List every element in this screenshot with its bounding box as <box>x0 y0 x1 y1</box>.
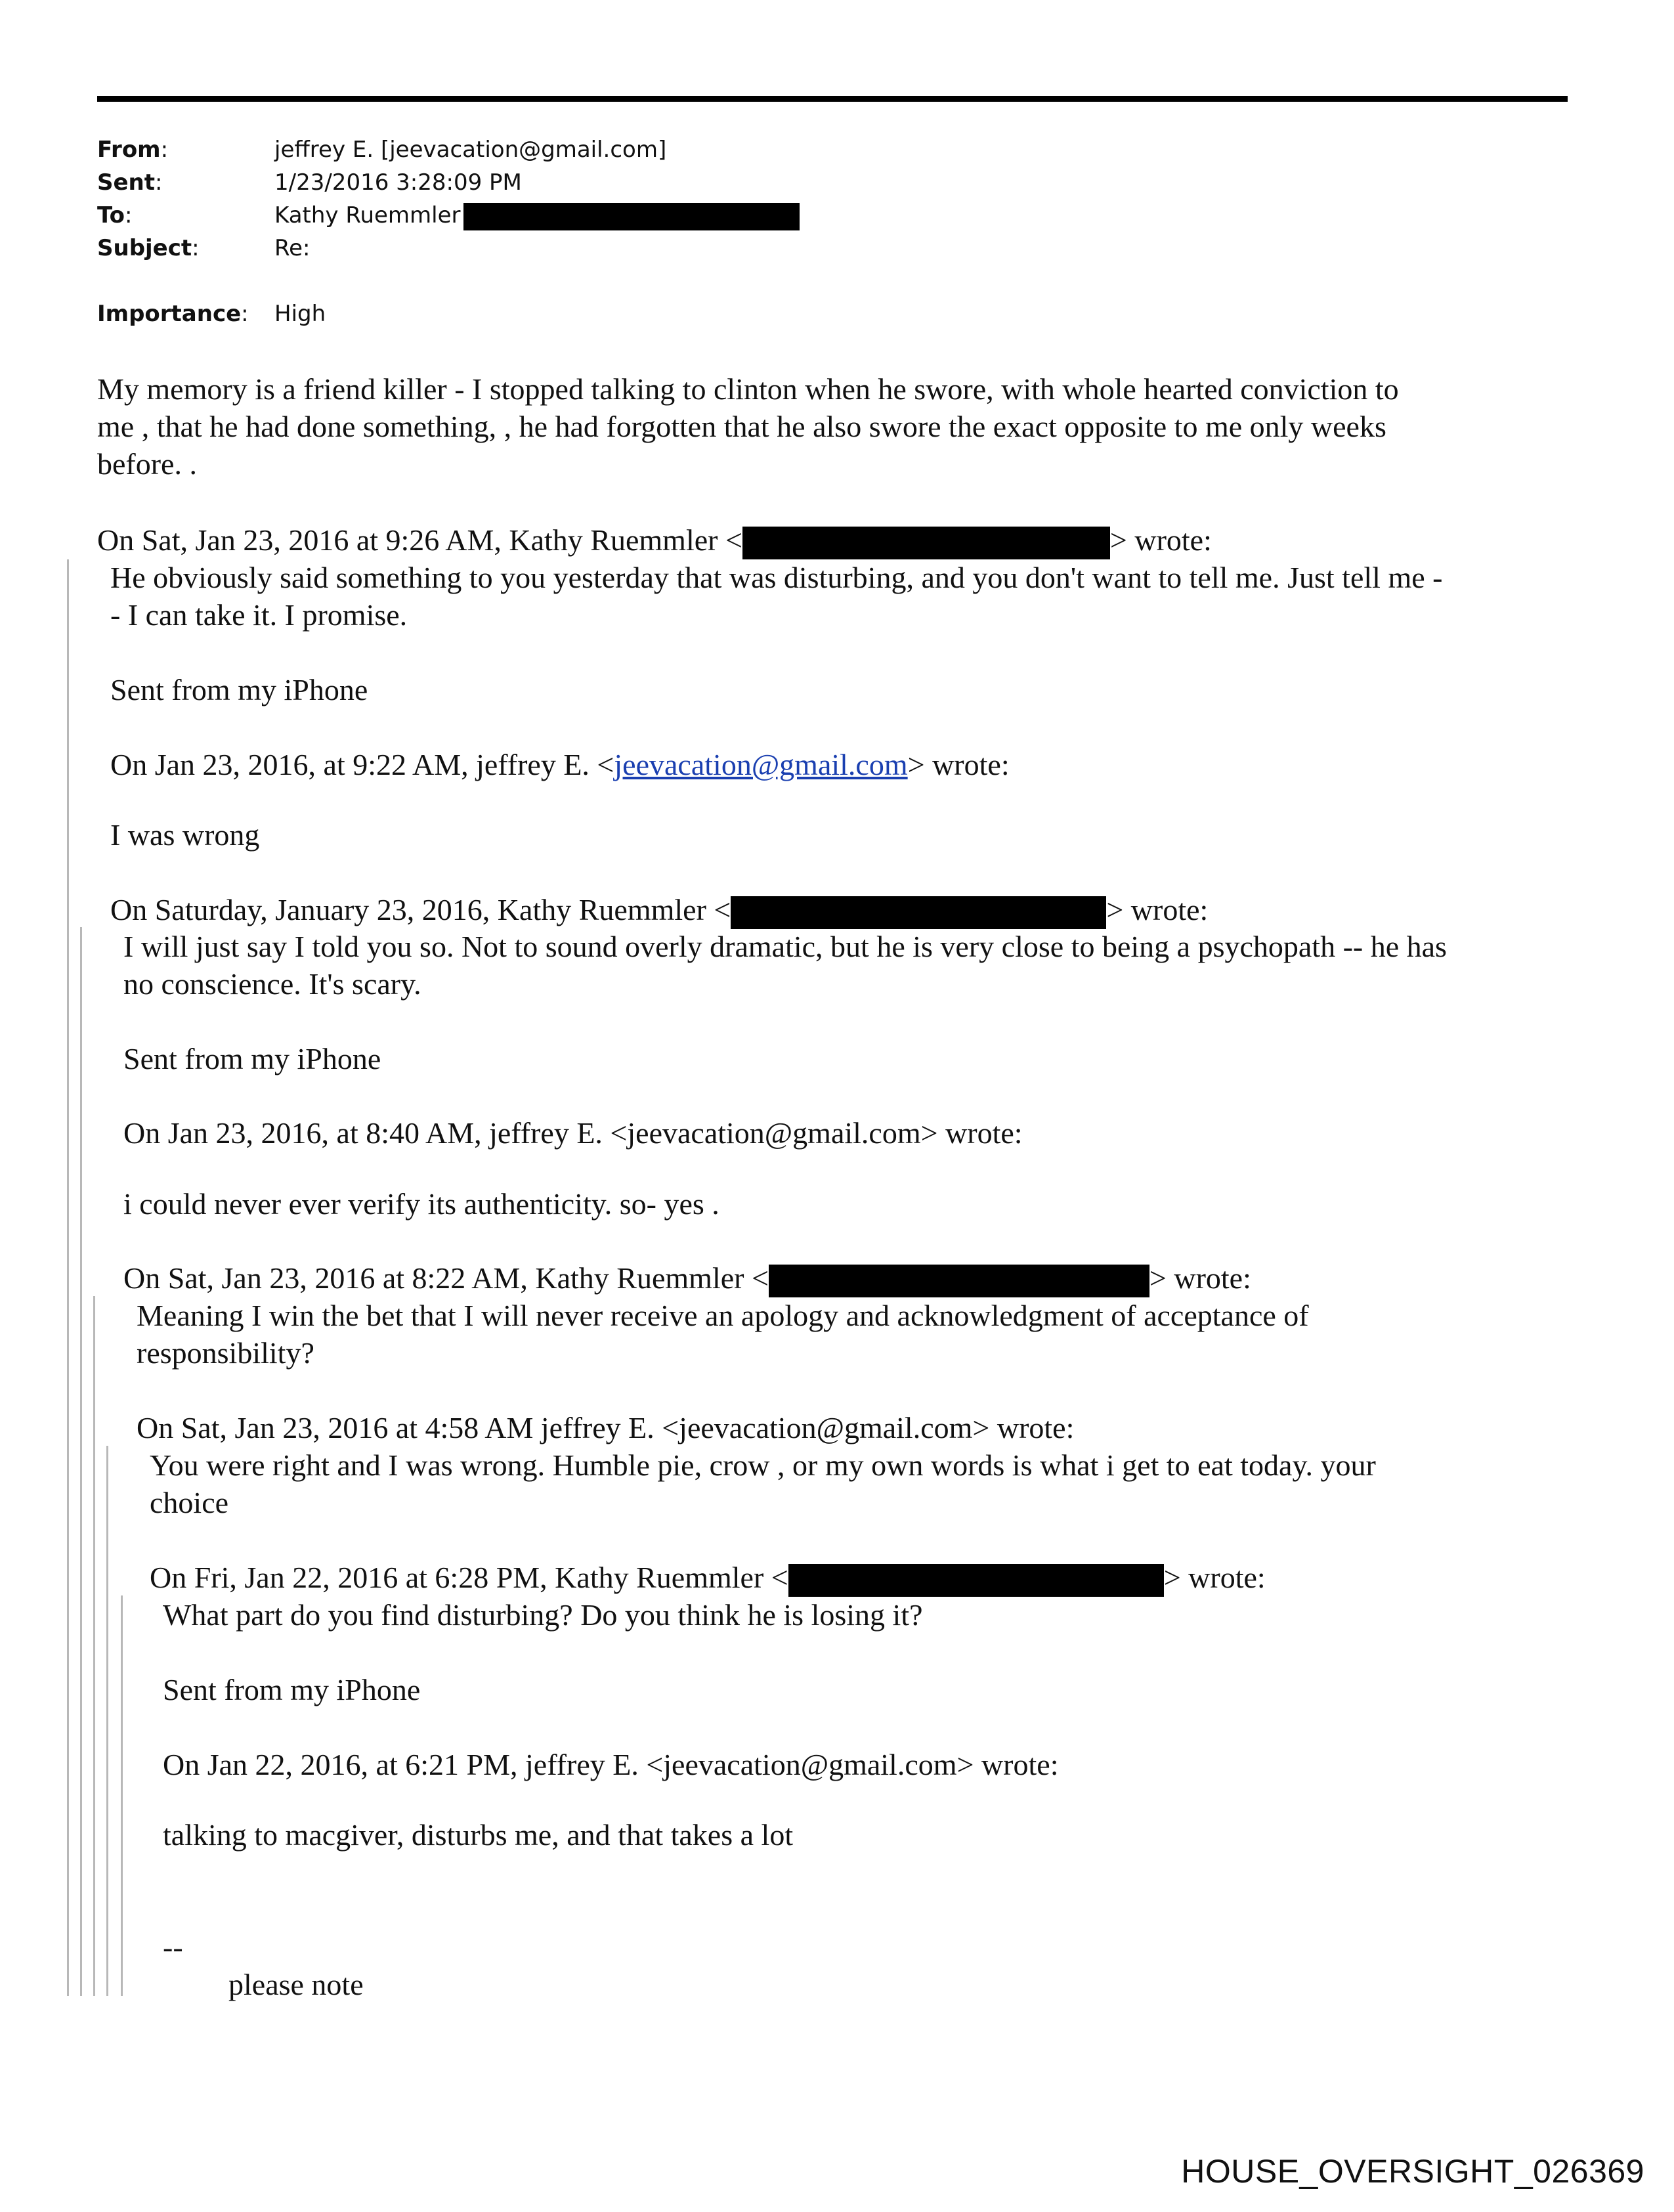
quote-bar <box>93 1296 95 1996</box>
quote-attribution: On Jan 23, 2016, at 9:22 AM, jeffrey E. <jeevacation@gmail.com> wrote: <box>110 748 1010 781</box>
quote-attribution: On Saturday, January 23, 2016, Kathy Ruemmler < > wrote: <box>110 891 1208 929</box>
to-value <box>274 202 800 230</box>
quote-line: He obviously said something to you yesterday that was disturbing, and you don't want to tell me. Just tell me - <box>110 561 1443 594</box>
subject-label: Subject: <box>97 235 200 261</box>
quote-bar <box>121 1595 123 1996</box>
sent-label: Sent: <box>97 169 163 196</box>
quote-bar <box>80 927 82 1996</box>
signature-dash: -- <box>163 1930 183 1964</box>
redaction-box <box>463 203 800 230</box>
quote-attribution: On Sat, Jan 23, 2016 at 9:26 AM, Kathy Ruemmler < > wrote: <box>97 521 1212 559</box>
redaction-box <box>769 1265 1149 1297</box>
body-line-3: before. . <box>97 447 197 481</box>
quote-line: What part do you find disturbing? Do you think he is losing it? <box>163 1598 923 1632</box>
quote-line: - I can take it. I promise. <box>110 598 408 632</box>
quote-attribution: On Jan 23, 2016, at 8:40 AM, jeffrey E. <jeevacation@gmail.com> wrote: <box>123 1116 1023 1150</box>
from-value: jeffrey E. [jeevacation@gmail.com] <box>274 137 667 163</box>
redaction-box <box>731 896 1106 929</box>
quote-attribution: On Sat, Jan 23, 2016 at 8:22 AM, Kathy Ruemmler < > wrote: <box>123 1259 1251 1297</box>
quote-attribution: On Sat, Jan 23, 2016 at 4:58 AM jeffrey E. <jeevacation@gmail.com> wrote: <box>137 1411 1075 1444</box>
quote-line: choice <box>150 1486 229 1519</box>
importance-value: High <box>274 301 326 327</box>
quote-signature: Sent from my iPhone <box>110 673 368 706</box>
to-label: To: <box>97 202 133 228</box>
header-rule <box>97 96 1568 102</box>
quote-bar <box>67 559 69 1996</box>
redaction-box <box>788 1564 1164 1597</box>
quote-line: talking to macgiver, disturbs me, and that takes a lot <box>163 1818 794 1852</box>
quote-line: Meaning I win the bet that I will never receive an apology and acknowledgment of acceptance of <box>137 1299 1309 1332</box>
sent-value: 1/23/2016 3:28:09 PM <box>274 169 522 196</box>
quote-line: I was wrong <box>110 818 260 852</box>
quote-signature: Sent from my iPhone <box>123 1042 381 1075</box>
from-label: From: <box>97 137 169 163</box>
quote-line: responsibility? <box>137 1336 314 1370</box>
body-line-1: My memory is a friend killer - I stopped talking to clinton when he swore, with whole hearted conviction to <box>97 372 1399 406</box>
quote-line: I will just say I told you so. Not to sound overly dramatic, but he is very close to being a psychopath -- he has <box>123 930 1447 963</box>
quote-line: You were right and I was wrong. Humble pie, crow , or my own words is what i get to eat today. your <box>150 1448 1376 1482</box>
quote-line: i could never ever verify its authenticity. so- yes . <box>123 1187 719 1221</box>
redaction-box <box>742 527 1110 559</box>
subject-value: Re: <box>274 235 311 261</box>
email-link[interactable]: jeevacation@gmail.com <box>614 748 908 781</box>
to-name: Kathy Ruemmler <box>274 202 461 228</box>
importance-label: Importance: <box>97 301 249 327</box>
quote-attribution: On Fri, Jan 22, 2016 at 6:28 PM, Kathy Ruemmler < > wrote: <box>150 1559 1266 1597</box>
signature-note: please note <box>228 1968 364 2001</box>
quote-line: no conscience. It's scary. <box>123 967 421 1001</box>
bates-number: HOUSE_OVERSIGHT_026369 <box>1181 2153 1644 2190</box>
quote-attribution: On Jan 22, 2016, at 6:21 PM, jeffrey E. <jeevacation@gmail.com> wrote: <box>163 1748 1059 1781</box>
quote-signature: Sent from my iPhone <box>163 1673 421 1706</box>
quote-bar <box>106 1446 108 1996</box>
body-line-2: me , that he had done something, , he had forgotten that he also swore the exact opposite to me only weeks <box>97 410 1386 443</box>
